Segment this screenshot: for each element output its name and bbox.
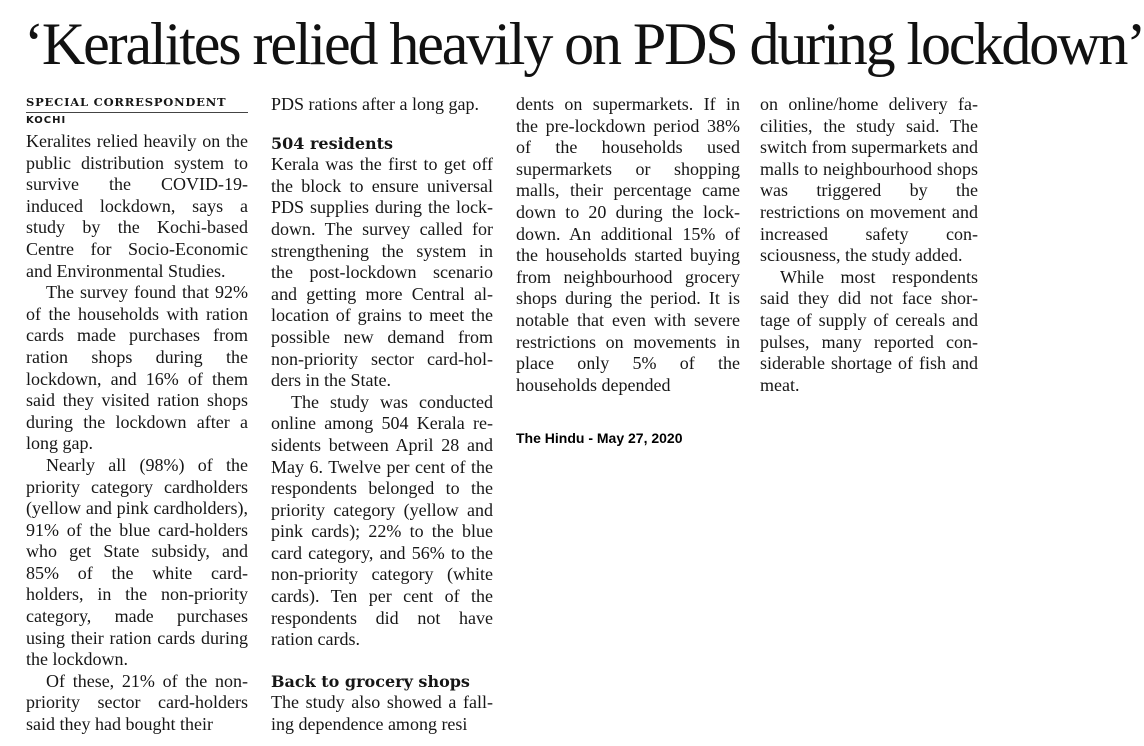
source-caption: The Hindu - May 27, 2020: [516, 430, 683, 446]
article-column-1: [26, 94, 248, 736]
article-paragraph: While most respondents said they did not face shortage of supply of cereals and pulses, many reported considerable shortage of fish and meat.: [760, 266, 978, 395]
article-paragraph: Nearly all (98%) of the priority category cardholders (yellow and pink cardholders), 91% of the blue card-holders who get State subsidy, and 85% of the white card-holders, in the non-priority category, made purchases using their ration cards during the lockdown.: [26, 454, 248, 670]
article-column-4: [760, 94, 978, 396]
article-headline: ‘Keralites relied heavily on PDS during lockdown’: [24, 11, 1144, 77]
subheading-504-residents: 504 residents: [271, 133, 394, 153]
article-paragraph: The survey found that 92% of the households with ration cards made purchases from ration shops during the lockdown, and 16% of them said they visited ration shops during the lockdown after a long gap.: [26, 282, 248, 454]
article-paragraph: Of these, 21% of the non-priority sector card-holders said they had bought their: [26, 670, 248, 735]
article-paragraph: The study was conducted online among 504 Kerala residents between April 28 and May 6. Twelve per cent of the respondents belonged to the priority category (yellow and pink cards); 22% to the blue card category, and 56% to the non-priority category (white cards). Ten per cent of the respondents did not have ration cards.: [271, 391, 493, 650]
subheading-grocery-shops: Back to grocery shops: [271, 671, 470, 691]
article-paragraph: The study also showed a falling dependence among resi: [271, 692, 493, 735]
article-paragraph: dents on supermarkets. If in the pre-lockdown period 38% of the households used supermarkets or shopping malls, their percentage came down to 20 during the lockdown. An additional 15% of the households started buying from neighbourhood grocery shops during the period. It is notable that even with severe restrictions on movements in place only 5% of the households depended: [516, 94, 740, 395]
byline: SPECIAL CORRESPONDENT: [26, 94, 248, 113]
dateline: KOCHI: [26, 115, 67, 126]
article-paragraph: PDS rations after a long gap.: [271, 94, 479, 114]
article-column-3: [516, 94, 740, 396]
article-paragraph: Keralites relied heavily on the public distribution system to survive the COVID-19-induced lockdown, says a study by the Kochi-based Centre for Socio-Economic and Environmental Studies.: [26, 131, 248, 281]
article-column-2: [271, 94, 493, 736]
article-paragraph: Kerala was the first to get off the block to ensure universal PDS supplies during the lockdown. The survey called for strengthening the system in the post-lockdown scenario and getting more Central allocation of grains to meet the possible new demand from non-priority sector card-holders in the State.: [271, 154, 493, 391]
article-paragraph: on online/home delivery facilities, the study said. The switch from supermarkets and malls to neighbourhood shops was triggered by the restrictions on movement and increased safety consciousness, the study added.: [760, 94, 978, 266]
